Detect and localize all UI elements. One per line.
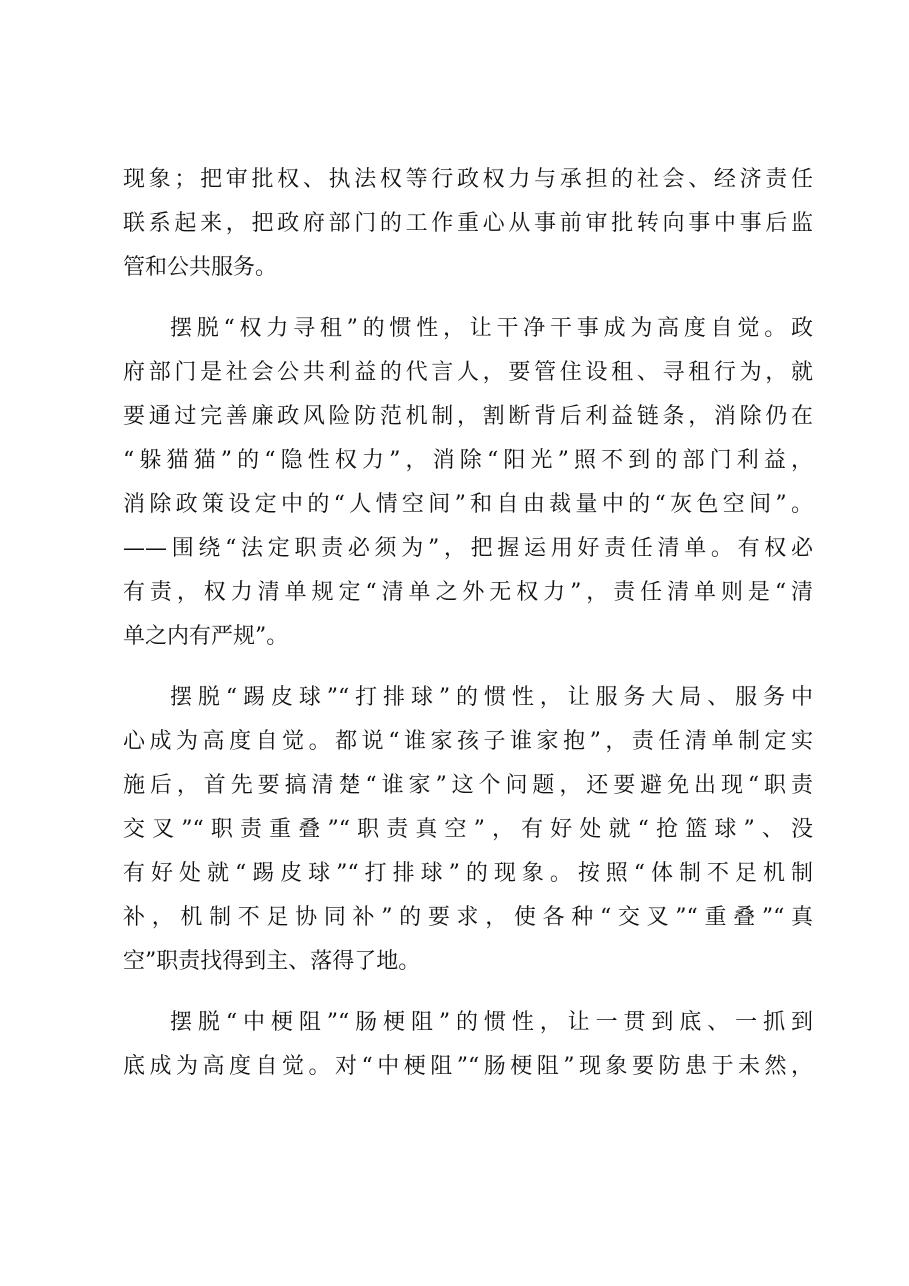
text-line: 施后，首先要搞清楚“谁家”这个问题，还要避免出现“职责 — [123, 773, 813, 798]
text-line: 补，机制不足协同补”的要求，使各种“交叉”“重叠”“真 — [123, 905, 813, 930]
text-line: 心成为高度自觉。都说“谁家孩子谁家抱”，责任清单制定实 — [123, 729, 813, 754]
text-line: “躲猫猫”的“隐性权力”，消除“阳光”照不到的部门利益， — [123, 448, 813, 473]
text-line: 有责，权力清单规定“清单之外无权力”，责任清单则是“清 — [123, 580, 813, 605]
text-line: 消除政策设定中的“人情空间”和自由裁量中的“灰色空间”。 — [123, 492, 813, 517]
paragraph-start-line: 摆脱“权力寻租”的惯性，让干净干事成为高度自觉。政 — [170, 316, 813, 341]
text-line: ——围绕“法定职责必须为”，把握运用好责任清单。有权必 — [123, 536, 813, 561]
text-line: 府部门是社会公共利益的代言人，要管住设租、寻租行为，就 — [123, 360, 813, 385]
text-line: 现象；把审批权、执法权等行政权力与承担的社会、经济责任 — [123, 167, 813, 192]
text-line: 管和公共服务。 — [123, 255, 278, 280]
text-line: 联系起来，把政府部门的工作重心从事前审批转向事中事后监 — [123, 211, 813, 236]
text-line: 空”职责找得到主、落得了地。 — [123, 949, 421, 974]
text-line: 单之内有严规”。 — [123, 624, 289, 649]
text-line: 有好处就“踢皮球”“打排球”的现象。按照“体制不足机制 — [123, 861, 813, 886]
paragraph-start-line: 摆脱“中梗阻”“肠梗阻”的惯性，让一贯到底、一抓到 — [170, 1010, 813, 1035]
text-line: 交叉”“职责重叠”“职责真空”，有好处就“抢篮球”、没 — [123, 817, 813, 842]
text-line: 要通过完善廉政风险防范机制，割断背后利益链条，消除仍在 — [123, 404, 813, 429]
paragraph-start-line: 摆脱“踢皮球”“打排球”的惯性，让服务大局、服务中 — [170, 685, 813, 710]
text-line: 底成为高度自觉。对“中梗阻”“肠梗阻”现象要防患于未然， — [123, 1054, 813, 1079]
